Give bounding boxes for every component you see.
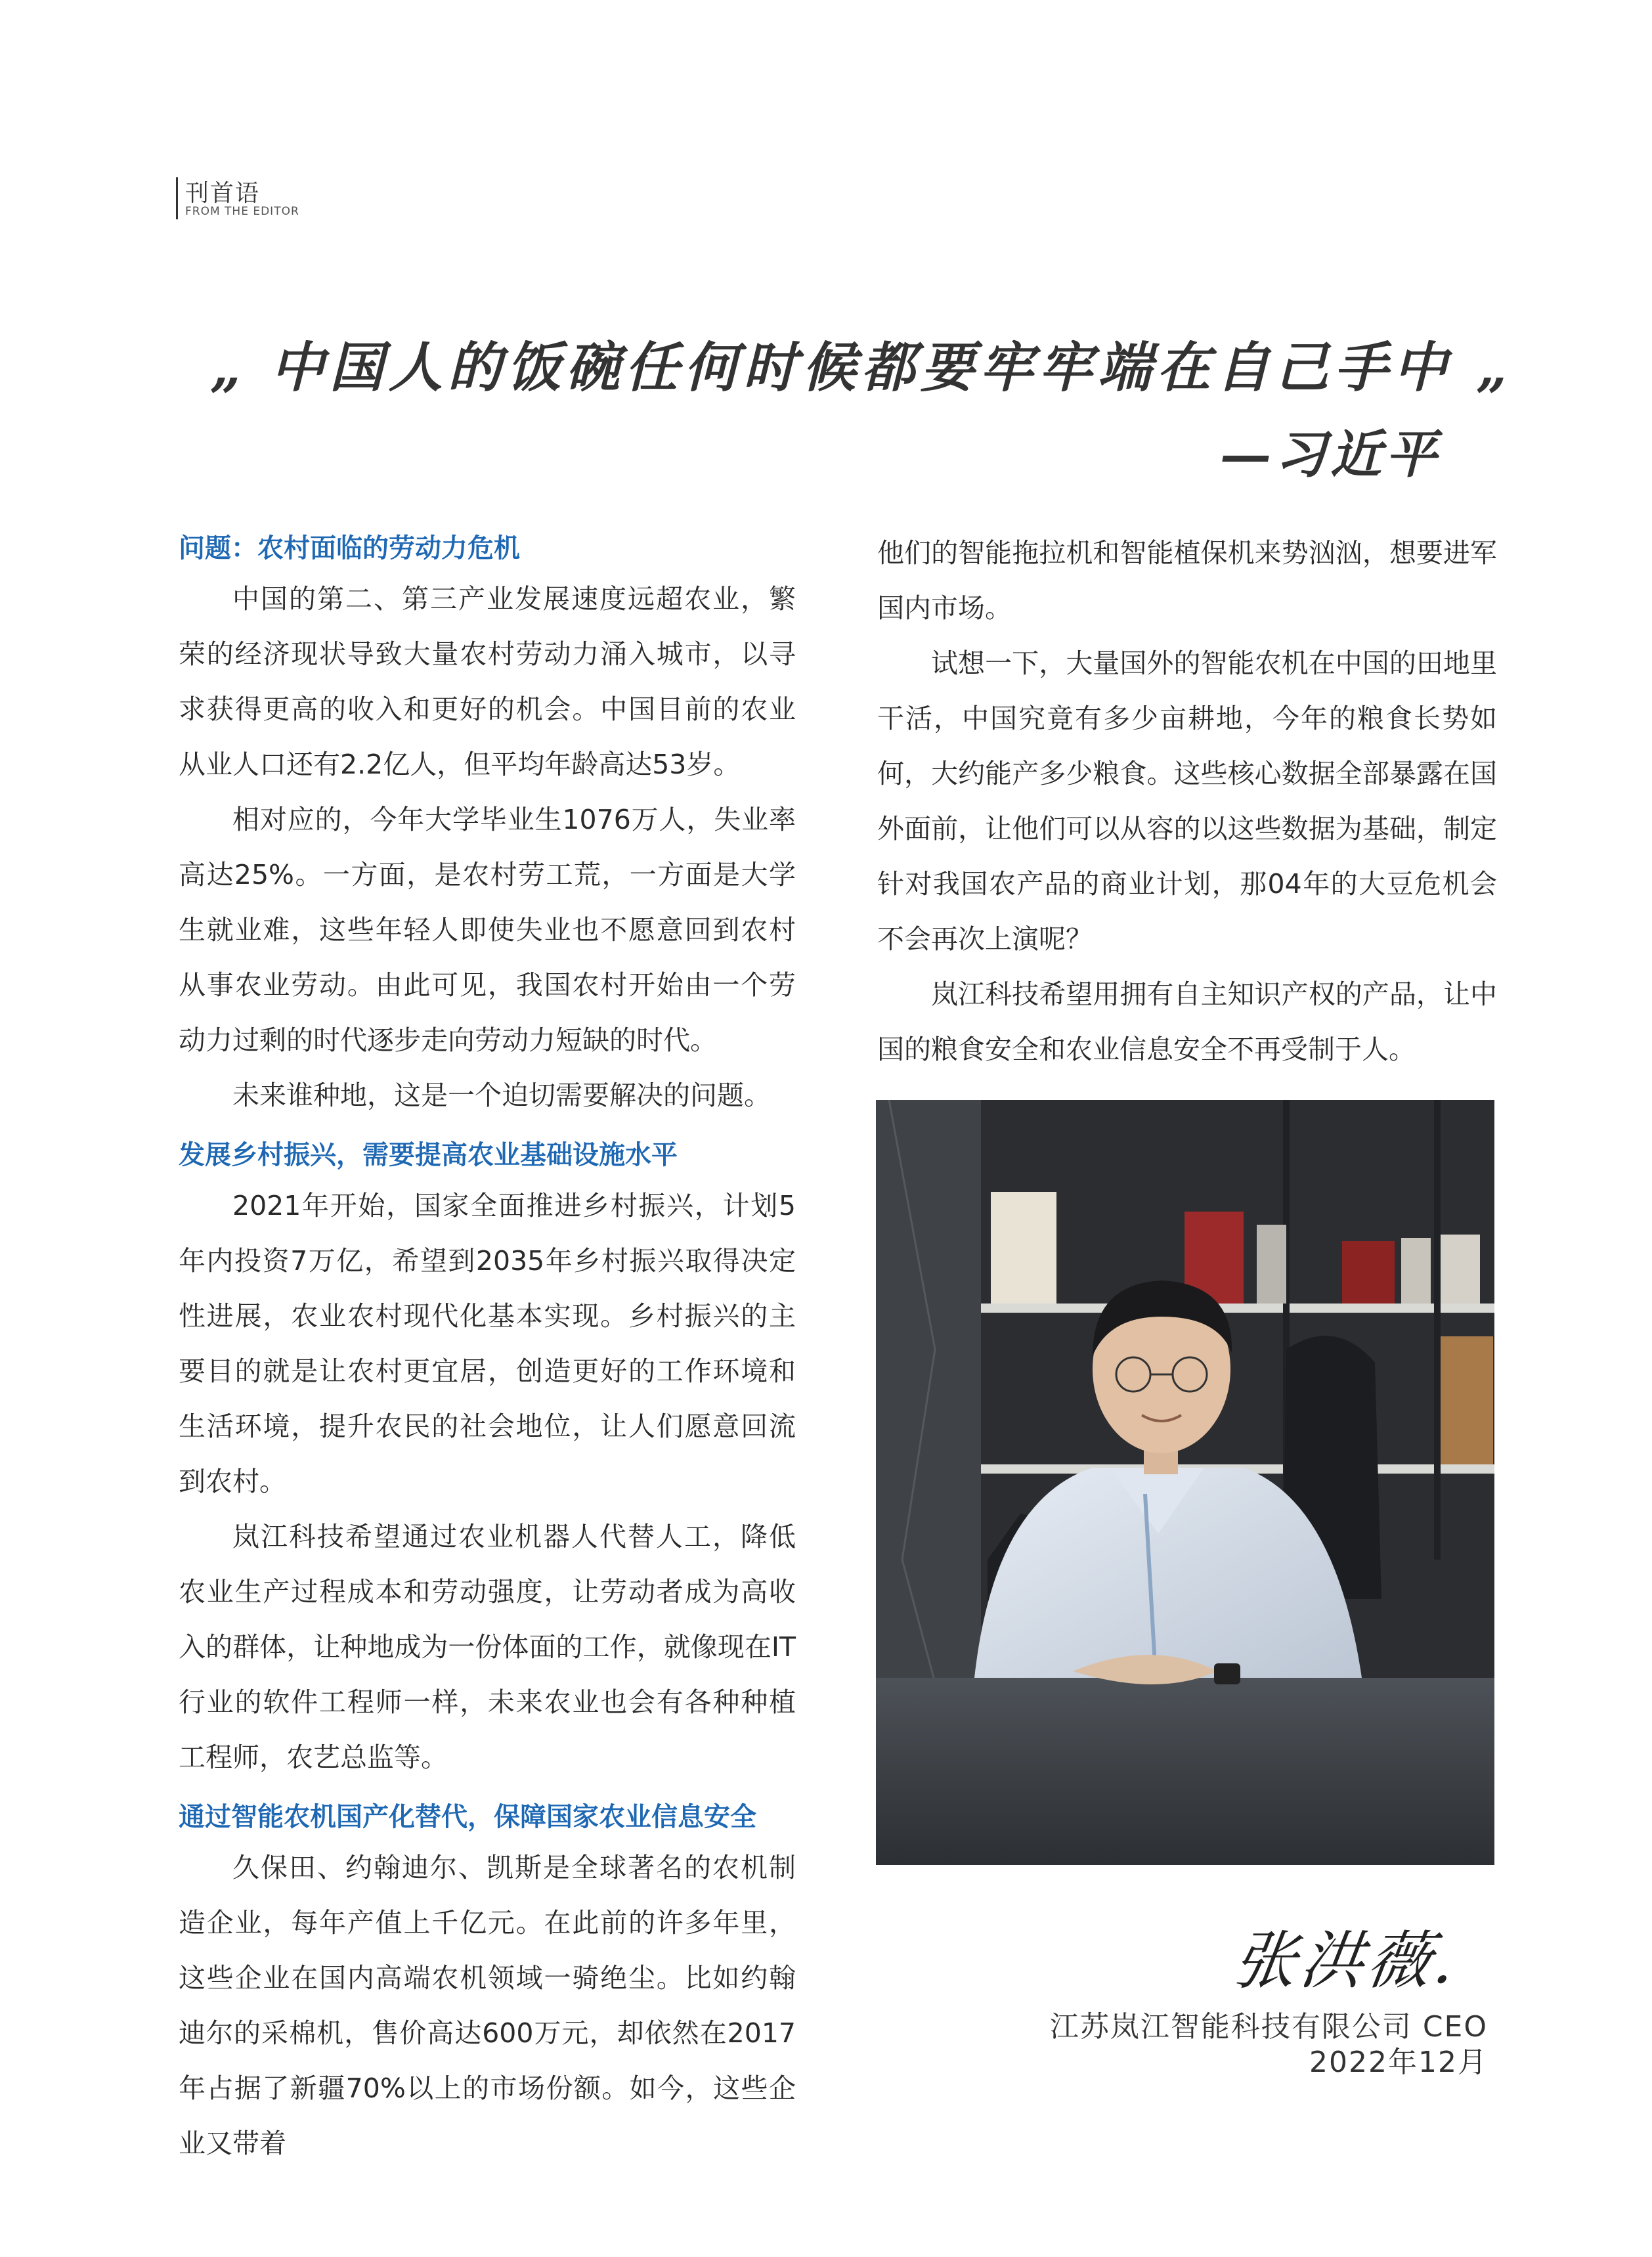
quote-author: —习近平 xyxy=(1220,425,1441,485)
right-column xyxy=(877,525,1497,1077)
company-title: 江苏岚江智能科技有限公司 CEO xyxy=(1049,2010,1488,2044)
section-heading-info-security: 通过智能农机国产化替代，保障国家农业信息安全 xyxy=(179,1802,756,1832)
paragraph-continued: 他们的智能拖拉机和智能植保机来势汹汹，想要进军国内市场。 xyxy=(877,537,1497,624)
paragraph: 中国的第二、第三产业发展速度远超农业，繁荣的经济现状导致大量农村劳动力涌入城市，以寻求获得更高的收入和更好的机会。中国目前的农业从业人口还有2.2亿人，但平均年龄高达53岁。 xyxy=(179,583,796,780)
left-column xyxy=(179,525,796,2171)
paragraph: 相对应的，今年大学毕业生1076万人，失业率高达25%。一方面，是农村劳工荒，一方面是大学生就业难，这些年轻人即使失业也不愿意回到农村从事农业劳动。由此可见，我国农村开始由一个劳动力过剩的时代逐步走向劳动力短缺的时代。 xyxy=(179,804,796,1056)
paragraph: 久保田、约翰迪尔、凯斯是全球著名的农机制造企业，每年产值上千亿元。在此前的许多年里，这些企业在国内高端农机领域一骑绝尘。比如约翰迪尔的采棉机，售价高达600万元，却依然在2017年占据了新疆70%以上的市场份额。如今，这些企业又带着 xyxy=(179,1852,796,2159)
header-subtitle: FROM THE EDITOR xyxy=(185,205,299,218)
ceo-portrait-photo xyxy=(876,1100,1494,1865)
paragraph: 岚江科技希望用拥有自主知识产权的产品，让中国的粮食安全和农业信息安全不再受制于人。 xyxy=(877,978,1497,1065)
section-heading-labor-crisis: 问题：农村面临的劳动力危机 xyxy=(179,533,520,563)
paragraph: 未来谁种地，这是一个迫切需要解决的问题。 xyxy=(232,1080,771,1111)
pull-quote: „ 中国人的饭碗任何时候都要牢牢端在自己手中 „ xyxy=(210,336,1513,399)
section-heading-rural-revitalization: 发展乡村振兴，需要提高农业基础设施水平 xyxy=(179,1140,678,1170)
paragraph: 试想一下，大量国外的智能农机在中国的田地里干活，中国究竟有多少亩耕地，今年的粮食长势如何，大约能产多少粮食。这些核心数据全部暴露在国外面前，让他们可以从容的以这些数据为基础，制定针对我国农产品的商业计划，那04年的大豆危机会不会再次上演呢？ xyxy=(877,647,1497,955)
header-title: 刊首语 xyxy=(185,180,261,207)
paragraph: 2021年开始，国家全面推进乡村振兴，计划5年内投资7万亿，希望到2035年乡村振兴取得决定性进展，农业农村现代化基本实现。乡村振兴的主要目的就是让农村更宜居，创造更好的工作环境和生活环境，提升农民的社会地位，让人们愿意回流到农村。 xyxy=(179,1190,796,1497)
paragraph: 岚江科技希望通过农业机器人代替人工，降低农业生产过程成本和劳动强度，让劳动者成为高收入的群体，让种地成为一份体面的工作，就像现在IT行业的软件工程师一样，未来农业也会有各种种植工程师，农艺总监等。 xyxy=(179,1521,796,1773)
header-divider xyxy=(176,177,178,219)
ceo-signature: 张洪薇. xyxy=(1228,1924,1464,1998)
issue-date: 2022年12月 xyxy=(1309,2046,1488,2079)
